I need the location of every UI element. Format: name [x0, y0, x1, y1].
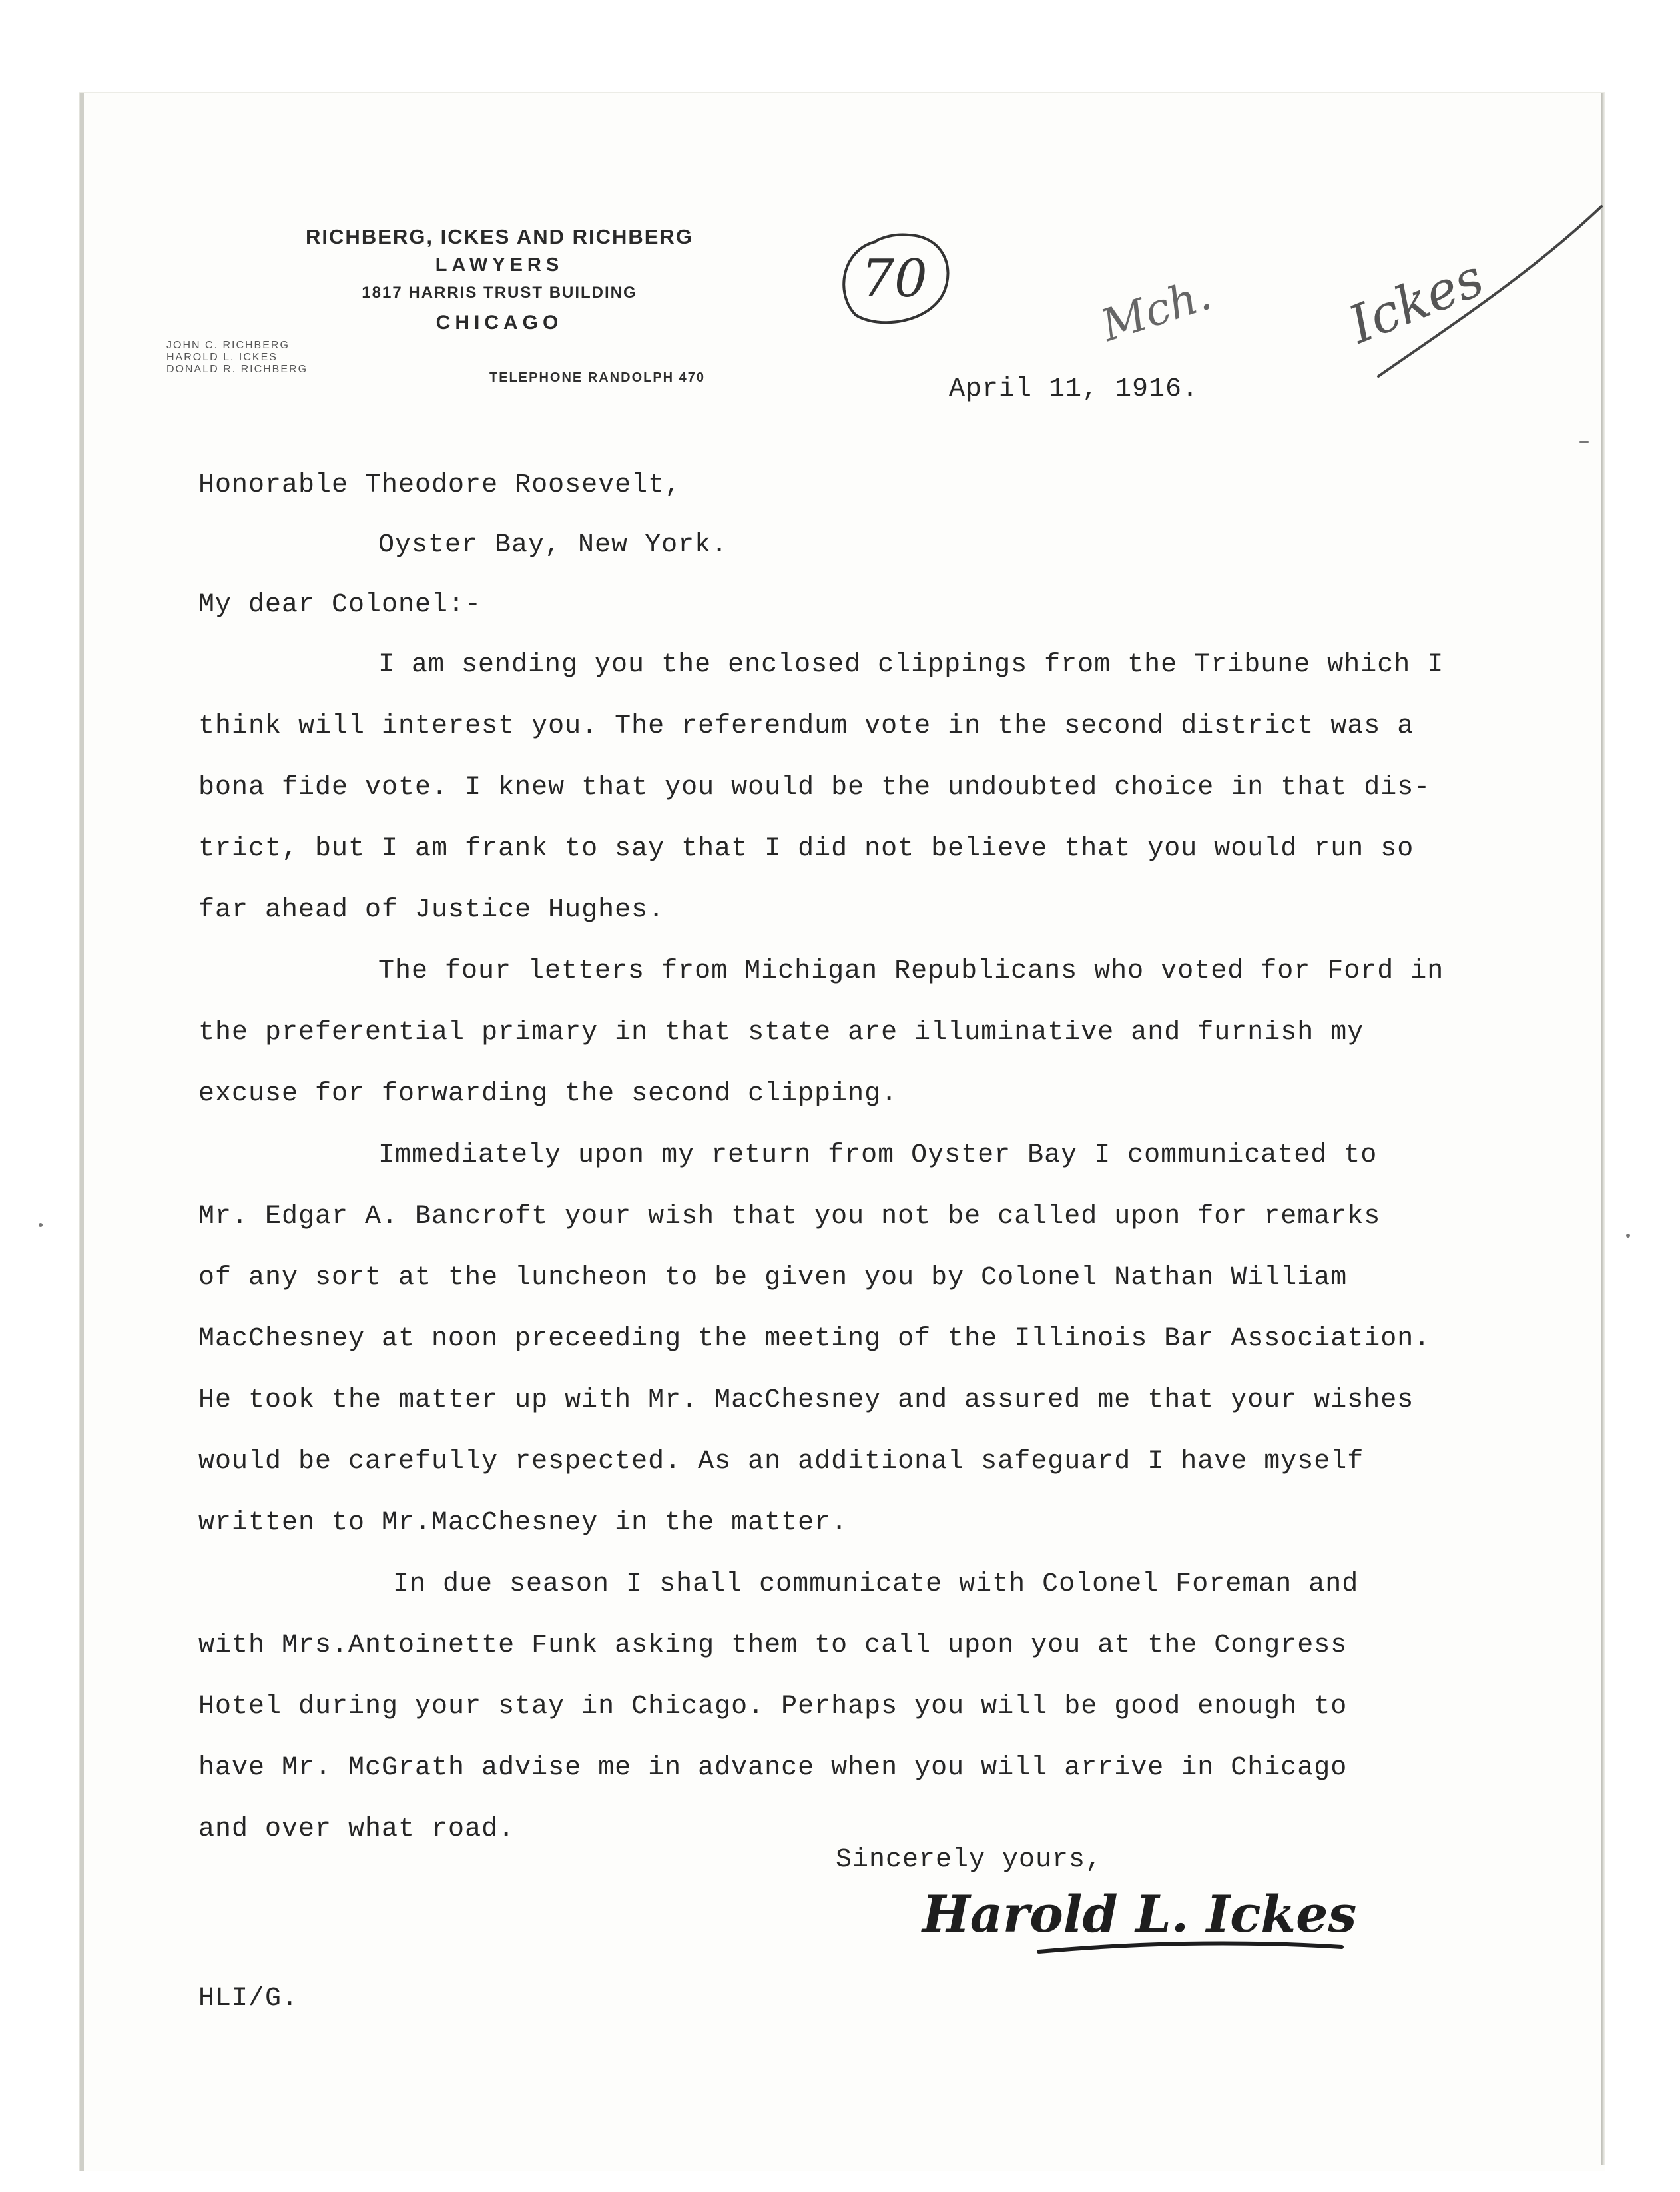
handwritten-name-text: Ickes	[1340, 248, 1492, 356]
body-line: and over what road.	[198, 1814, 515, 1844]
letterhead-profession: LAWYERS	[435, 254, 564, 276]
circled-number-text: 70	[861, 249, 928, 309]
closing: Sincerely yours,	[836, 1845, 1103, 1875]
body-line: with Mrs.Antoinette Funk asking them to call upon you at the Congress	[198, 1631, 1348, 1660]
handwritten-name-annotation	[1332, 193, 1625, 386]
typist-initials: HLI/G.	[198, 1984, 299, 2013]
paper-speck	[39, 1223, 43, 1227]
body-line: MacChesney at noon preceeding the meeting of the Illinois Bar Association.	[198, 1324, 1431, 1354]
partner-name: HAROLD L. ICKES	[166, 352, 278, 363]
body-line: the preferential primary in that state are illuminative and furnish my	[198, 1018, 1364, 1048]
partner-name: JOHN C. RICHBERG	[166, 340, 290, 351]
body-line: He took the matter up with Mr. MacChesney and assured me that your wishes	[198, 1385, 1414, 1415]
recipient-name: Honorable Theodore Roosevelt,	[198, 470, 682, 500]
body-line: Immediately upon my return from Oyster Bay I communicated to	[378, 1140, 1378, 1170]
signature-text: Harold L. Ickes	[922, 1884, 1357, 1944]
letterhead-telephone: TELEPHONE RANDOLPH 470	[489, 370, 706, 385]
letterhead-partners	[166, 340, 308, 376]
body-line: have Mr. McGrath advise me in advance when you will arrive in Chicago	[198, 1753, 1348, 1783]
circled-number-annotation	[829, 230, 962, 330]
body-line: Mr. Edgar A. Bancroft your wish that you not be called upon for remarks	[198, 1202, 1381, 1232]
letterhead-firm-name: RICHBERG, ICKES AND RICHBERG	[306, 225, 693, 248]
body-line: trict, but I am frank to say that I did not believe that you would run so	[198, 834, 1414, 864]
body-line: In due season I shall communicate with Colonel Foreman and	[393, 1569, 1359, 1599]
body-line: of any sort at the luncheon to be given you by Colonel Nathan William	[198, 1263, 1348, 1293]
body-line: written to Mr.MacChesney in the matter.	[198, 1508, 848, 1538]
recipient-address: Oyster Bay, New York.	[378, 530, 728, 560]
body-line: far ahead of Justice Hughes.	[198, 895, 665, 925]
body-line: excuse for forwarding the second clipping.	[198, 1079, 898, 1109]
body-line: would be carefully respected. As an additional safeguard I have myself	[198, 1447, 1364, 1477]
body-line: bona fide vote. I knew that you would be the undoubted choice in that dis-	[198, 773, 1431, 803]
body-line: I am sending you the enclosed clippings from the Tribune which I	[378, 650, 1444, 680]
letterhead-address: 1817 HARRIS TRUST BUILDING	[362, 284, 637, 302]
salutation: My dear Colonel:-	[198, 590, 482, 620]
handwritten-note	[1092, 256, 1265, 352]
handwritten-note-text: Mch.	[1095, 268, 1217, 352]
partner-name: DONALD R. RICHBERG	[166, 364, 308, 375]
paper-speck	[1626, 1234, 1630, 1238]
body-line: The four letters from Michigan Republicans who voted for Ford in	[378, 956, 1444, 986]
letterhead-city: CHICAGO	[435, 312, 563, 334]
paper-speck	[1579, 441, 1589, 443]
body-line: think will interest you. The referendum vote in the second district was a	[198, 711, 1414, 741]
sheet-edge-shadow	[1601, 93, 1605, 2165]
signature	[916, 1868, 1368, 1975]
letter-date: April 11, 1916.	[949, 374, 1199, 404]
body-line: Hotel during your stay in Chicago. Perhaps you will be good enough to	[198, 1692, 1348, 1722]
